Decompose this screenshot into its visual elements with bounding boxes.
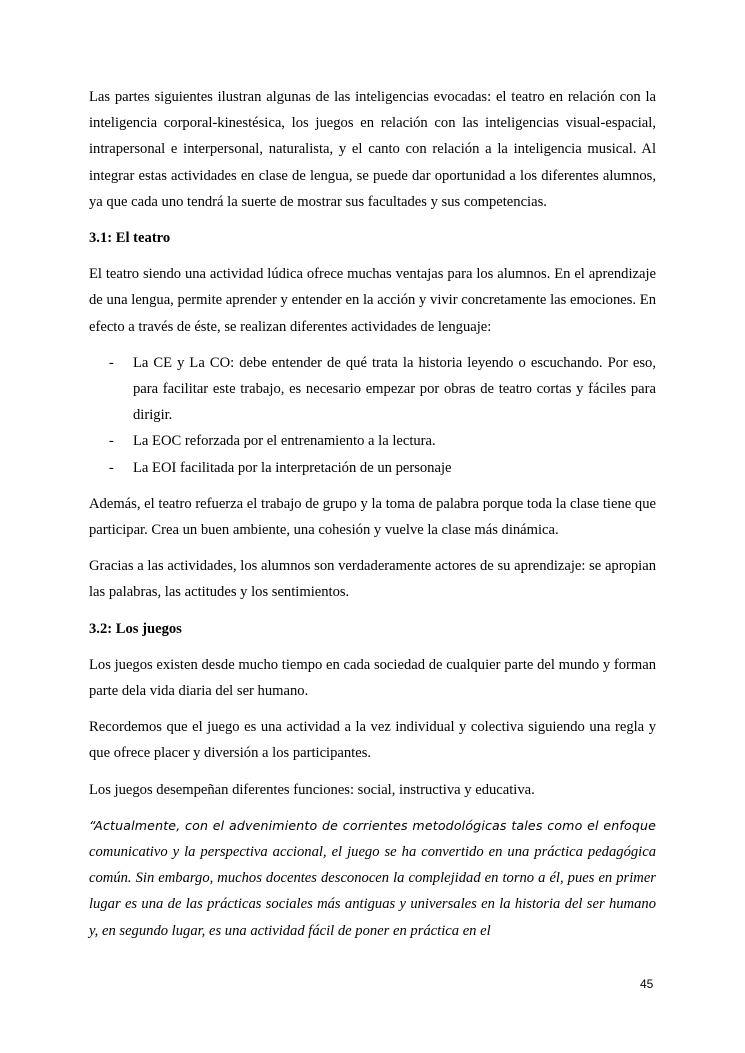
theatre-paragraph-2: Además, el teatro refuerza el trabajo de grupo y la toma de palabra porque toda la clase tiene que participar. Crea un buen ambiente, una cohesión y vuelve la clase más dinámica. bbox=[89, 495, 656, 539]
list-item bbox=[89, 350, 656, 429]
page-number: 45 bbox=[640, 977, 654, 991]
list-dash-marker: - bbox=[109, 354, 114, 371]
list-item bbox=[89, 428, 656, 454]
document-body bbox=[89, 84, 656, 944]
theatre-paragraph-3: Gracias a las actividades, los alumnos son verdaderamente actores de su aprendizaje: se apropian las palabras, las actitudes y los sentimientos. bbox=[89, 558, 656, 601]
list-item bbox=[89, 455, 656, 481]
theatre-activities-list bbox=[89, 350, 656, 481]
list-dash-marker: - bbox=[109, 433, 114, 450]
games-quote bbox=[89, 813, 656, 944]
games-paragraph-1: Los juegos existen desde mucho tiempo en cada sociedad de cualquier parte del mundo y forman parte dela vida diaria del ser humano. bbox=[89, 656, 656, 700]
list-item-text: La EOC reforzada por el entrenamiento a la lectura. bbox=[133, 433, 436, 450]
section-heading-theatre: 3.1: El teatro bbox=[89, 230, 171, 247]
section-heading-games: 3.2: Los juegos bbox=[89, 620, 182, 637]
games-paragraph-2: Recordemos que el juego es una actividad a la vez individual y colectiva siguiendo una regla y que ofrece placer y diversión a los participantes. bbox=[89, 719, 656, 762]
quote-body-text: comunicativo y la perspectiva accional, el juego se ha convertido en una práctica pedagógica común. Sin embargo, muchos docentes desconocen la complejidad en torno a él, pues en primer lugar es una de las prácticas sociales más antiguas y universales en la historia del ser humano y, en segundo lugar, es una actividad fácil de poner en práctica en el bbox=[89, 844, 656, 939]
list-item-text: La CE y La CO: debe entender de qué trata la historia leyendo o escuchando. Por eso, para facilitar este trabajo, es necesario empezar por obras de teatro cortas y fáciles para dirigir. bbox=[133, 354, 656, 424]
quote-lead-text: “Actualmente, con el advenimiento de corrientes metodológicas tales como el enfoque bbox=[89, 817, 656, 833]
list-item-text: La EOI facilitada por la interpretación de un personaje bbox=[133, 459, 452, 476]
theatre-paragraph-1: El teatro siendo una actividad lúdica ofrece muchas ventajas para los alumnos. En el aprendizaje de una lengua, permite aprender y entender en la acción y vivir concretamente las emociones. En efecto a través de éste, se realizan diferentes actividades de lenguaje: bbox=[89, 266, 656, 335]
games-paragraph-3: Los juegos desempeñan diferentes funciones: social, instructiva y educativa. bbox=[89, 781, 535, 798]
intro-paragraph: Las partes siguientes ilustran algunas de las inteligencias evocadas: el teatro en relación con la inteligencia corporal-kinestésica, los juegos en relación con las inteligencias visual-espacial, intrapersonal e interpersonal, naturalista, y el canto con relación a la inteligencia musical. Al integrar estas actividades en clase de lengua, se puede dar oportunidad a los diferentes alumnos, ya que cada uno tendrá la suerte de mostrar sus facultades y sus competencias. bbox=[89, 89, 656, 210]
list-dash-marker: - bbox=[109, 459, 114, 476]
